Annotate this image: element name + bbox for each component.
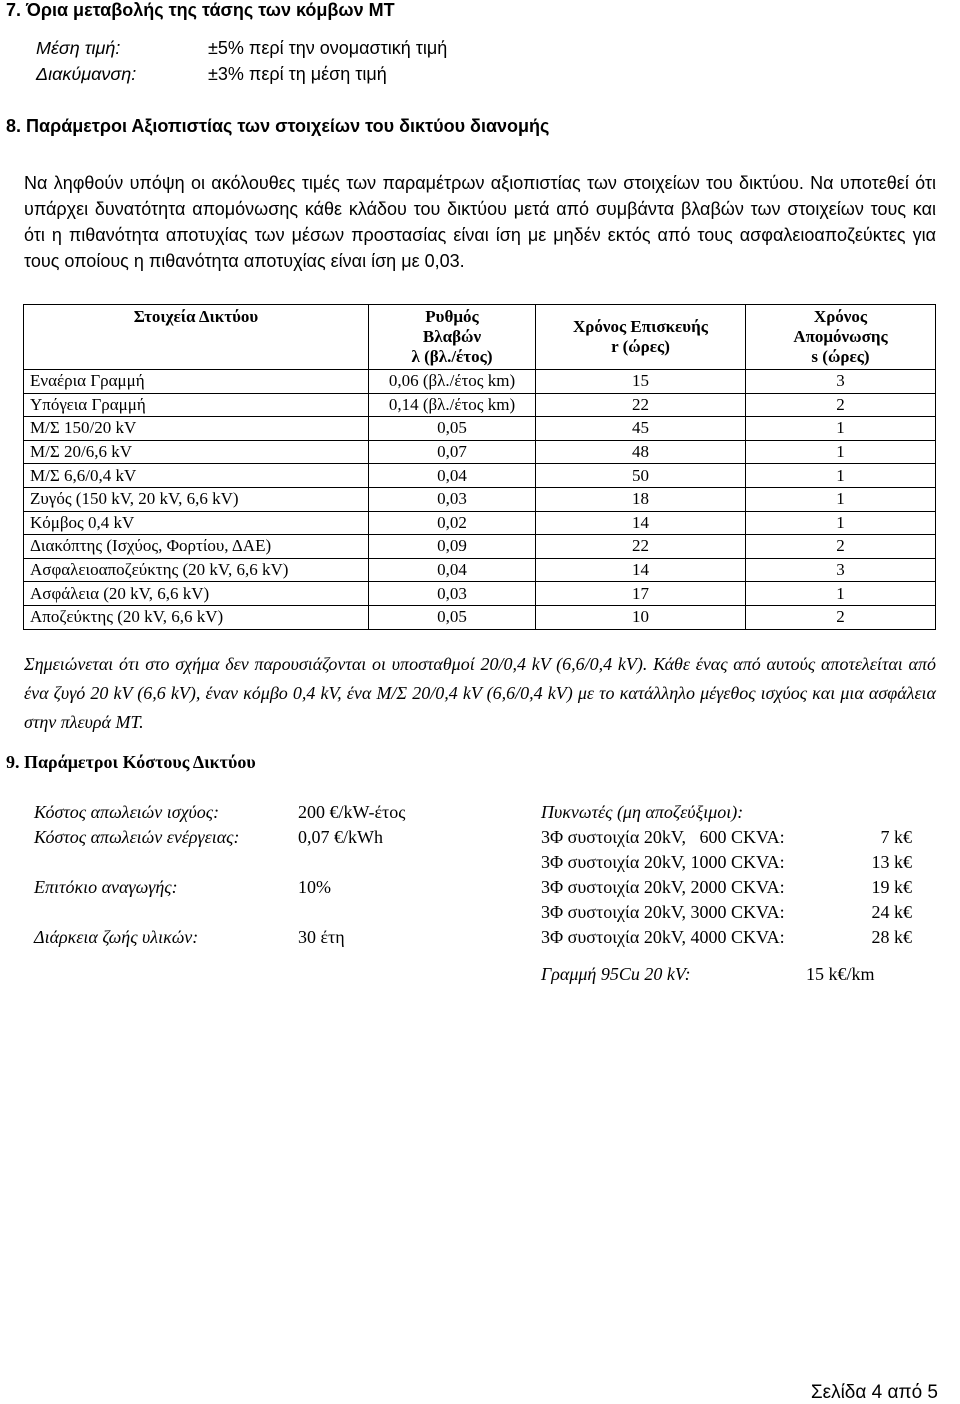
cell-repair: 22: [536, 393, 746, 417]
capacitor-cost: 19 k€: [871, 877, 912, 897]
cell-rate: 0,05: [369, 417, 536, 441]
discount-rate-value: 10%: [298, 877, 331, 897]
cell-isolation: 2: [746, 605, 936, 629]
cell-isolation: 2: [746, 393, 936, 417]
cell-rate: 0,14 (βλ./έτος km): [369, 393, 536, 417]
cell-isolation: 1: [746, 464, 936, 488]
capacitor-cost: 28 k€: [871, 927, 912, 947]
capacitor-item: 3Φ συστοιχία 20kV, 1000 CKVA:: [541, 852, 785, 872]
header-isolation-line-2: Απομόνωσης: [793, 327, 888, 346]
header-repair-line-1: Χρόνος Επισκευής: [573, 317, 708, 336]
cell-rate: 0,09: [369, 535, 536, 559]
cost-energy-loss-value: 0,07 €/kWh: [298, 827, 383, 847]
cell-element: Μ/Σ 150/20 kV: [24, 417, 369, 441]
capacitors-title: Πυκνωτές (μη αποζεύξιμοι):: [541, 802, 744, 822]
table-row: [24, 511, 936, 535]
material-life-label: Διάρκεια ζωής υλικών:: [34, 927, 199, 947]
header-failure-rate: [369, 305, 536, 370]
table-row: [24, 464, 936, 488]
cell-rate: 0,03: [369, 487, 536, 511]
capacitor-cost: 24 k€: [871, 902, 912, 922]
table-row: [24, 487, 936, 511]
variation-text: ±3% περί τη μέση τιμή: [208, 64, 387, 84]
header-isolation-line-1: Χρόνος: [813, 307, 868, 326]
section-8-title: 8. Παράμετροι Αξιοπιστίας των στοιχείων του δικτύου διανομής: [6, 116, 550, 136]
page-number: Σελίδα 4 από 5: [810, 1382, 938, 1403]
cell-element: Ζυγός (150 kV, 20 kV, 6,6 kV): [24, 487, 369, 511]
table-row: [24, 535, 936, 559]
header-isolation-line-3: s (ώρες): [811, 347, 870, 366]
cell-repair: 48: [536, 440, 746, 464]
cell-isolation: 1: [746, 582, 936, 606]
cell-repair: 18: [536, 487, 746, 511]
cell-element: Εναέρια Γραμμή: [24, 370, 369, 394]
cell-isolation: 3: [746, 370, 936, 394]
header-isolation-time: [746, 305, 936, 370]
capacitor-item: 3Φ συστοιχία 20kV, 2000 CKVA:: [541, 877, 785, 897]
cell-isolation: 3: [746, 558, 936, 582]
header-rate-line-1: Ρυθμός: [425, 307, 479, 326]
cell-repair: 14: [536, 511, 746, 535]
substation-note-text: Σημειώνεται ότι στο σχήμα δεν παρουσιάζονται οι υποσταθμοί 20/0,4 kV (6,6/0,4 kV). Κάθε ένας από αυτούς αποτελείται από ένα ζυγό 20 kV (6,6 kV), έναν κόμβο 0,4 kV, ένα Μ/Σ 20/0,4 kV (6,6/0,4 kV) με το κατάλληλο μέγεθος ισχύος και μια ασφάλεια στην πλευρά ΜΤ.: [24, 654, 936, 732]
header-rate-line-3: λ (βλ./έτος): [411, 347, 493, 366]
table-row: [24, 440, 936, 464]
table-row: [24, 393, 936, 417]
cell-repair: 17: [536, 582, 746, 606]
cell-element: Ασφάλεια (20 kV, 6,6 kV): [24, 582, 369, 606]
section-9-title: 9. Παράμετροι Κόστους Δικτύου: [6, 752, 256, 772]
cell-isolation: 2: [746, 535, 936, 559]
cell-rate: 0,06 (βλ./έτος km): [369, 370, 536, 394]
capacitor-item: 3Φ συστοιχία 20kV, 600 CKVA:: [541, 827, 785, 847]
cell-element: Κόμβος 0,4 kV: [24, 511, 369, 535]
cell-repair: 15: [536, 370, 746, 394]
cell-rate: 0,04: [369, 464, 536, 488]
cell-rate: 0,07: [369, 440, 536, 464]
cell-rate: 0,05: [369, 605, 536, 629]
section-7-title: 7. Όρια μεταβολής της τάσης των κόμβων ΜΤ: [6, 0, 395, 20]
cell-element: Διακόπτης (Ισχύος, Φορτίου, ΔΑΕ): [24, 535, 369, 559]
capacitor-item: 3Φ συστοιχία 20kV, 4000 CKVA:: [541, 927, 785, 947]
cell-element: Αποζεύκτης (20 kV, 6,6 kV): [24, 605, 369, 629]
cell-repair: 10: [536, 605, 746, 629]
reliability-paragraph: [24, 170, 936, 274]
cell-isolation: 1: [746, 487, 936, 511]
cell-isolation: 1: [746, 440, 936, 464]
cost-energy-loss-label: Κόστος απωλειών ενέργειας:: [34, 827, 240, 847]
cost-power-loss-label: Κόστος απωλειών ισχύος:: [34, 802, 220, 822]
line-cost-label: Γραμμή 95Cu 20 kV:: [541, 964, 691, 984]
mean-value-label: Μέση τιμή:: [36, 38, 121, 58]
capacitor-cost: 13 k€: [871, 852, 912, 872]
table-header-row: [24, 305, 936, 370]
table-row: [24, 558, 936, 582]
capacitor-item: 3Φ συστοιχία 20kV, 3000 CKVA:: [541, 902, 785, 922]
table-row: [24, 417, 936, 441]
cell-isolation: 1: [746, 417, 936, 441]
cell-element: Μ/Σ 20/6,6 kV: [24, 440, 369, 464]
cell-isolation: 1: [746, 511, 936, 535]
cell-repair: 22: [536, 535, 746, 559]
reliability-table: [23, 304, 936, 630]
substation-note: [24, 650, 936, 737]
line-cost-value: 15 k€/km: [806, 964, 875, 984]
cell-rate: 0,02: [369, 511, 536, 535]
mean-value-text: ±5% περί την ονομαστική τιμή: [208, 38, 448, 58]
header-repair-time: [536, 305, 746, 370]
cell-repair: 45: [536, 417, 746, 441]
cell-element: Ασφαλειοαποζεύκτης (20 kV, 6,6 kV): [24, 558, 369, 582]
discount-rate-label: Επιτόκιο αναγωγής:: [34, 877, 178, 897]
cost-power-loss-value: 200 €/kW-έτος: [298, 802, 406, 822]
cell-rate: 0,04: [369, 558, 536, 582]
header-rate-line-2: Βλαβών: [422, 327, 482, 346]
variation-label: Διακύμανση:: [36, 64, 137, 84]
cell-rate: 0,03: [369, 582, 536, 606]
table-row: [24, 582, 936, 606]
capacitor-cost: 7 k€: [880, 827, 912, 847]
header-element: Στοιχεία Δικτύου: [24, 305, 369, 370]
material-life-value: 30 έτη: [298, 927, 345, 947]
cell-repair: 50: [536, 464, 746, 488]
cell-element: Υπόγεια Γραμμή: [24, 393, 369, 417]
cell-element: Μ/Σ 6,6/0,4 kV: [24, 464, 369, 488]
table-row: [24, 370, 936, 394]
cell-repair: 14: [536, 558, 746, 582]
reliability-paragraph-text: Να ληφθούν υπόψη οι ακόλουθες τιμές των παραμέτρων αξιοπιστίας των στοιχείων του δικτύου. Να υποτεθεί ότι υπάρχει δυνατότητα απομόνωσης κάθε κλάδου του δικτύου μετά από συμβάντα βλαβών των στοιχείων τους και ότι η πιθανότητα αποτυχίας των μέσων προστασίας είναι ίση με μηδέν εκτός από τους ασφαλειοαποζεύκτες για τους οποίους η πιθανότητα αποτυχίας είναι ίση με 0,03.: [24, 173, 936, 271]
table-row: [24, 605, 936, 629]
header-repair-line-2: r (ώρες): [611, 337, 670, 356]
